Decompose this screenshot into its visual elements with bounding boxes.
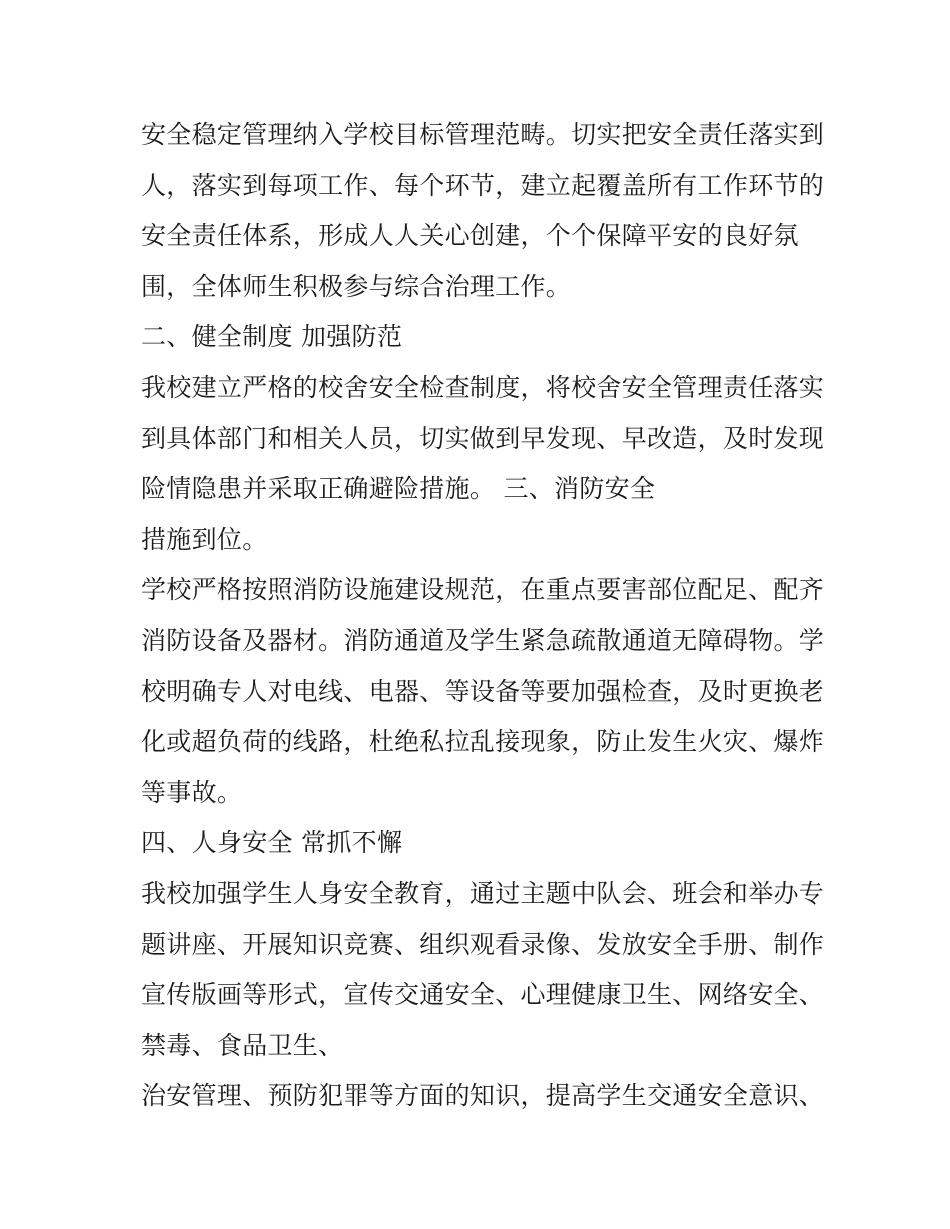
text-line: 禁毒、食品卫生、 bbox=[141, 1030, 344, 1060]
section-heading: 二、健全制度 加强防范 bbox=[141, 322, 403, 352]
text-line: 我校建立严格的校舍安全检查制度，将校舍安全管理责任落实 bbox=[141, 372, 825, 402]
text-line: 围，全体师生积极参与综合治理工作。 bbox=[141, 271, 572, 301]
text-line: 到具体部门和相关人员，切实做到早发现、早改造，及时发现 bbox=[141, 423, 825, 453]
text-line: 我校加强学生人身安全教育，通过主题中队会、班会和举办专 bbox=[141, 878, 825, 908]
text-line: 险情隐患并采取正确避险措施。 三、消防安全 bbox=[141, 474, 656, 504]
text-line: 安全责任体系，形成人人关心创建，个个保障平安的良好氛 bbox=[141, 221, 799, 251]
text-line: 校明确专人对电线、电器、等设备等要加强检查，及时更换老 bbox=[141, 676, 825, 706]
text-line: 消防设备及器材。消防通道及学生紧急疏散通道无障碍物。学 bbox=[141, 625, 825, 655]
text-line: 题讲座、开展知识竞赛、组织观看录像、发放安全手册、制作 bbox=[141, 929, 825, 959]
text-line: 宣传版画等形式，宣传交通安全、心理健康卫生、网络安全、 bbox=[141, 980, 825, 1010]
document-body bbox=[141, 110, 825, 1122]
text-line: 等事故。 bbox=[141, 777, 243, 807]
text-line: 安全稳定管理纳入学校目标管理范畴。切实把安全责任落实到 bbox=[141, 120, 825, 149]
text-line: 化或超负荷的线路，杜绝私拉乱接现象，防止发生火灾、爆炸 bbox=[141, 727, 825, 757]
text-line: 治安管理、预防犯罪等方面的知识，提高学生交通安全意识、 bbox=[141, 1081, 825, 1111]
text-line: 措施到位。 bbox=[141, 524, 268, 554]
text-line: 学校严格按照消防设施建设规范，在重点要害部位配足、配齐 bbox=[141, 575, 825, 605]
section-heading: 四、人身安全 常抓不懈 bbox=[141, 828, 403, 858]
text-line: 人，落实到每项工作、每个环节，建立起覆盖所有工作环节的 bbox=[141, 170, 825, 200]
